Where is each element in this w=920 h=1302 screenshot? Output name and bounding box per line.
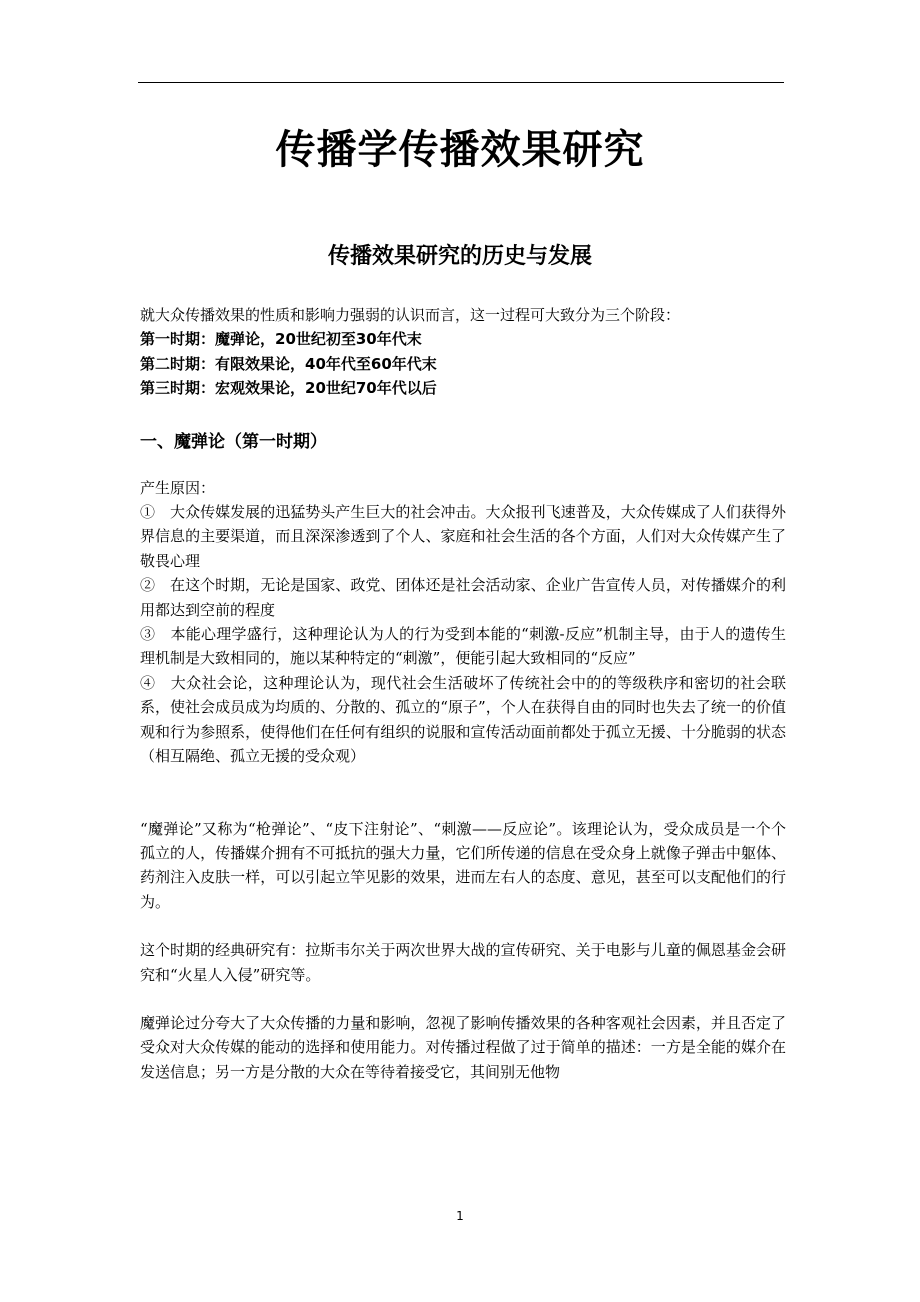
document-title: 传播学传播效果研究 xyxy=(275,127,645,173)
cause-item-1: ① 大众传媒发展的迅猛势头产生巨大的社会冲击。大众报刊飞速普及，大众传媒成了人们获得外界信息的主要渠道，而且深深渗透到了个人、家庭和社会生活的各个方面，人们对大众传媒产生了敬畏心理 xyxy=(140,503,786,570)
section-title: 传播效果研究的历史与发展 xyxy=(327,244,592,269)
intro-paragraph: 就大众传播效果的性质和影响力强弱的认识而言，这一过程可大致分为三个阶段： xyxy=(140,306,681,324)
section-heading: 一、魔弹论（第一时期） xyxy=(140,431,327,452)
body-paragraph-definition: “魔弹论”又称为“枪弹论”、“皮下注射论”、“刺激——反应论”。该理论认为，受众成员是一个个孤立的人，传播媒介拥有不可抵抗的强大力量，它们所传递的信息在受众身上就像子弹击中躯体、药剂注入皮肤一样，可以引起立竿见影的效果，进而左右人的态度、意见，甚至可以支配他们的行为。 xyxy=(140,819,786,911)
cause-label: 产生原因： xyxy=(140,478,216,497)
cause-item-3: ③ 本能心理学盛行，这种理论认为人的行为受到本能的“刺激-反应”机制主导，由于人的遗传生理机制是大致相同的，施以某种特定的“刺激”，便能引起大致相同的“反应” xyxy=(140,625,786,668)
body-paragraph-studies: 这个时期的经典研究有：拉斯韦尔关于两次世界大战的宣传研究、关于电影与儿童的佩恩基金会研究和“火星人入侵”研究等。 xyxy=(140,941,786,984)
cause-item-2: ② 在这个时期，无论是国家、政党、团体还是社会活动家、企业广告宣传人员，对传播媒介的利用都达到空前的程度 xyxy=(140,576,786,619)
document-body xyxy=(140,303,786,1084)
period-2: 第二时期：有限效果论，40年代至60年代末 xyxy=(140,354,437,373)
body-paragraph-critique: 魔弹论过分夸大了大众传播的力量和影响，忽视了影响传播效果的各种客观社会因素，并且否定了受众对大众传媒的能动的选择和使用能力。对传播过程做了过于简单的描述：一方是全能的媒介在发送信息；另一方是分散的大众在等待着接受它，其间别无他物 xyxy=(140,1013,786,1081)
period-3: 第三时期：宏观效果论，20世纪70年代以后 xyxy=(140,379,437,398)
period-1: 第一时期：魔弹论，20世纪初至30年代末 xyxy=(140,330,422,349)
cause-item-4: ④ 大众社会论，这种理论认为，现代社会生活破坏了传统社会中的的等级秩序和密切的社会联系，使社会成员成为均质的、分散的、孤立的“原子”，个人在获得自由的同时也失去了统一的价值观和行为参照系，使得他们在任何有组织的说服和宣传活动面前都处于孤立无援、十分脆弱的状态（相互隔绝、孤立无援的受众观） xyxy=(140,673,786,766)
header-rule xyxy=(138,82,784,83)
page-number: 1 xyxy=(456,1209,464,1223)
